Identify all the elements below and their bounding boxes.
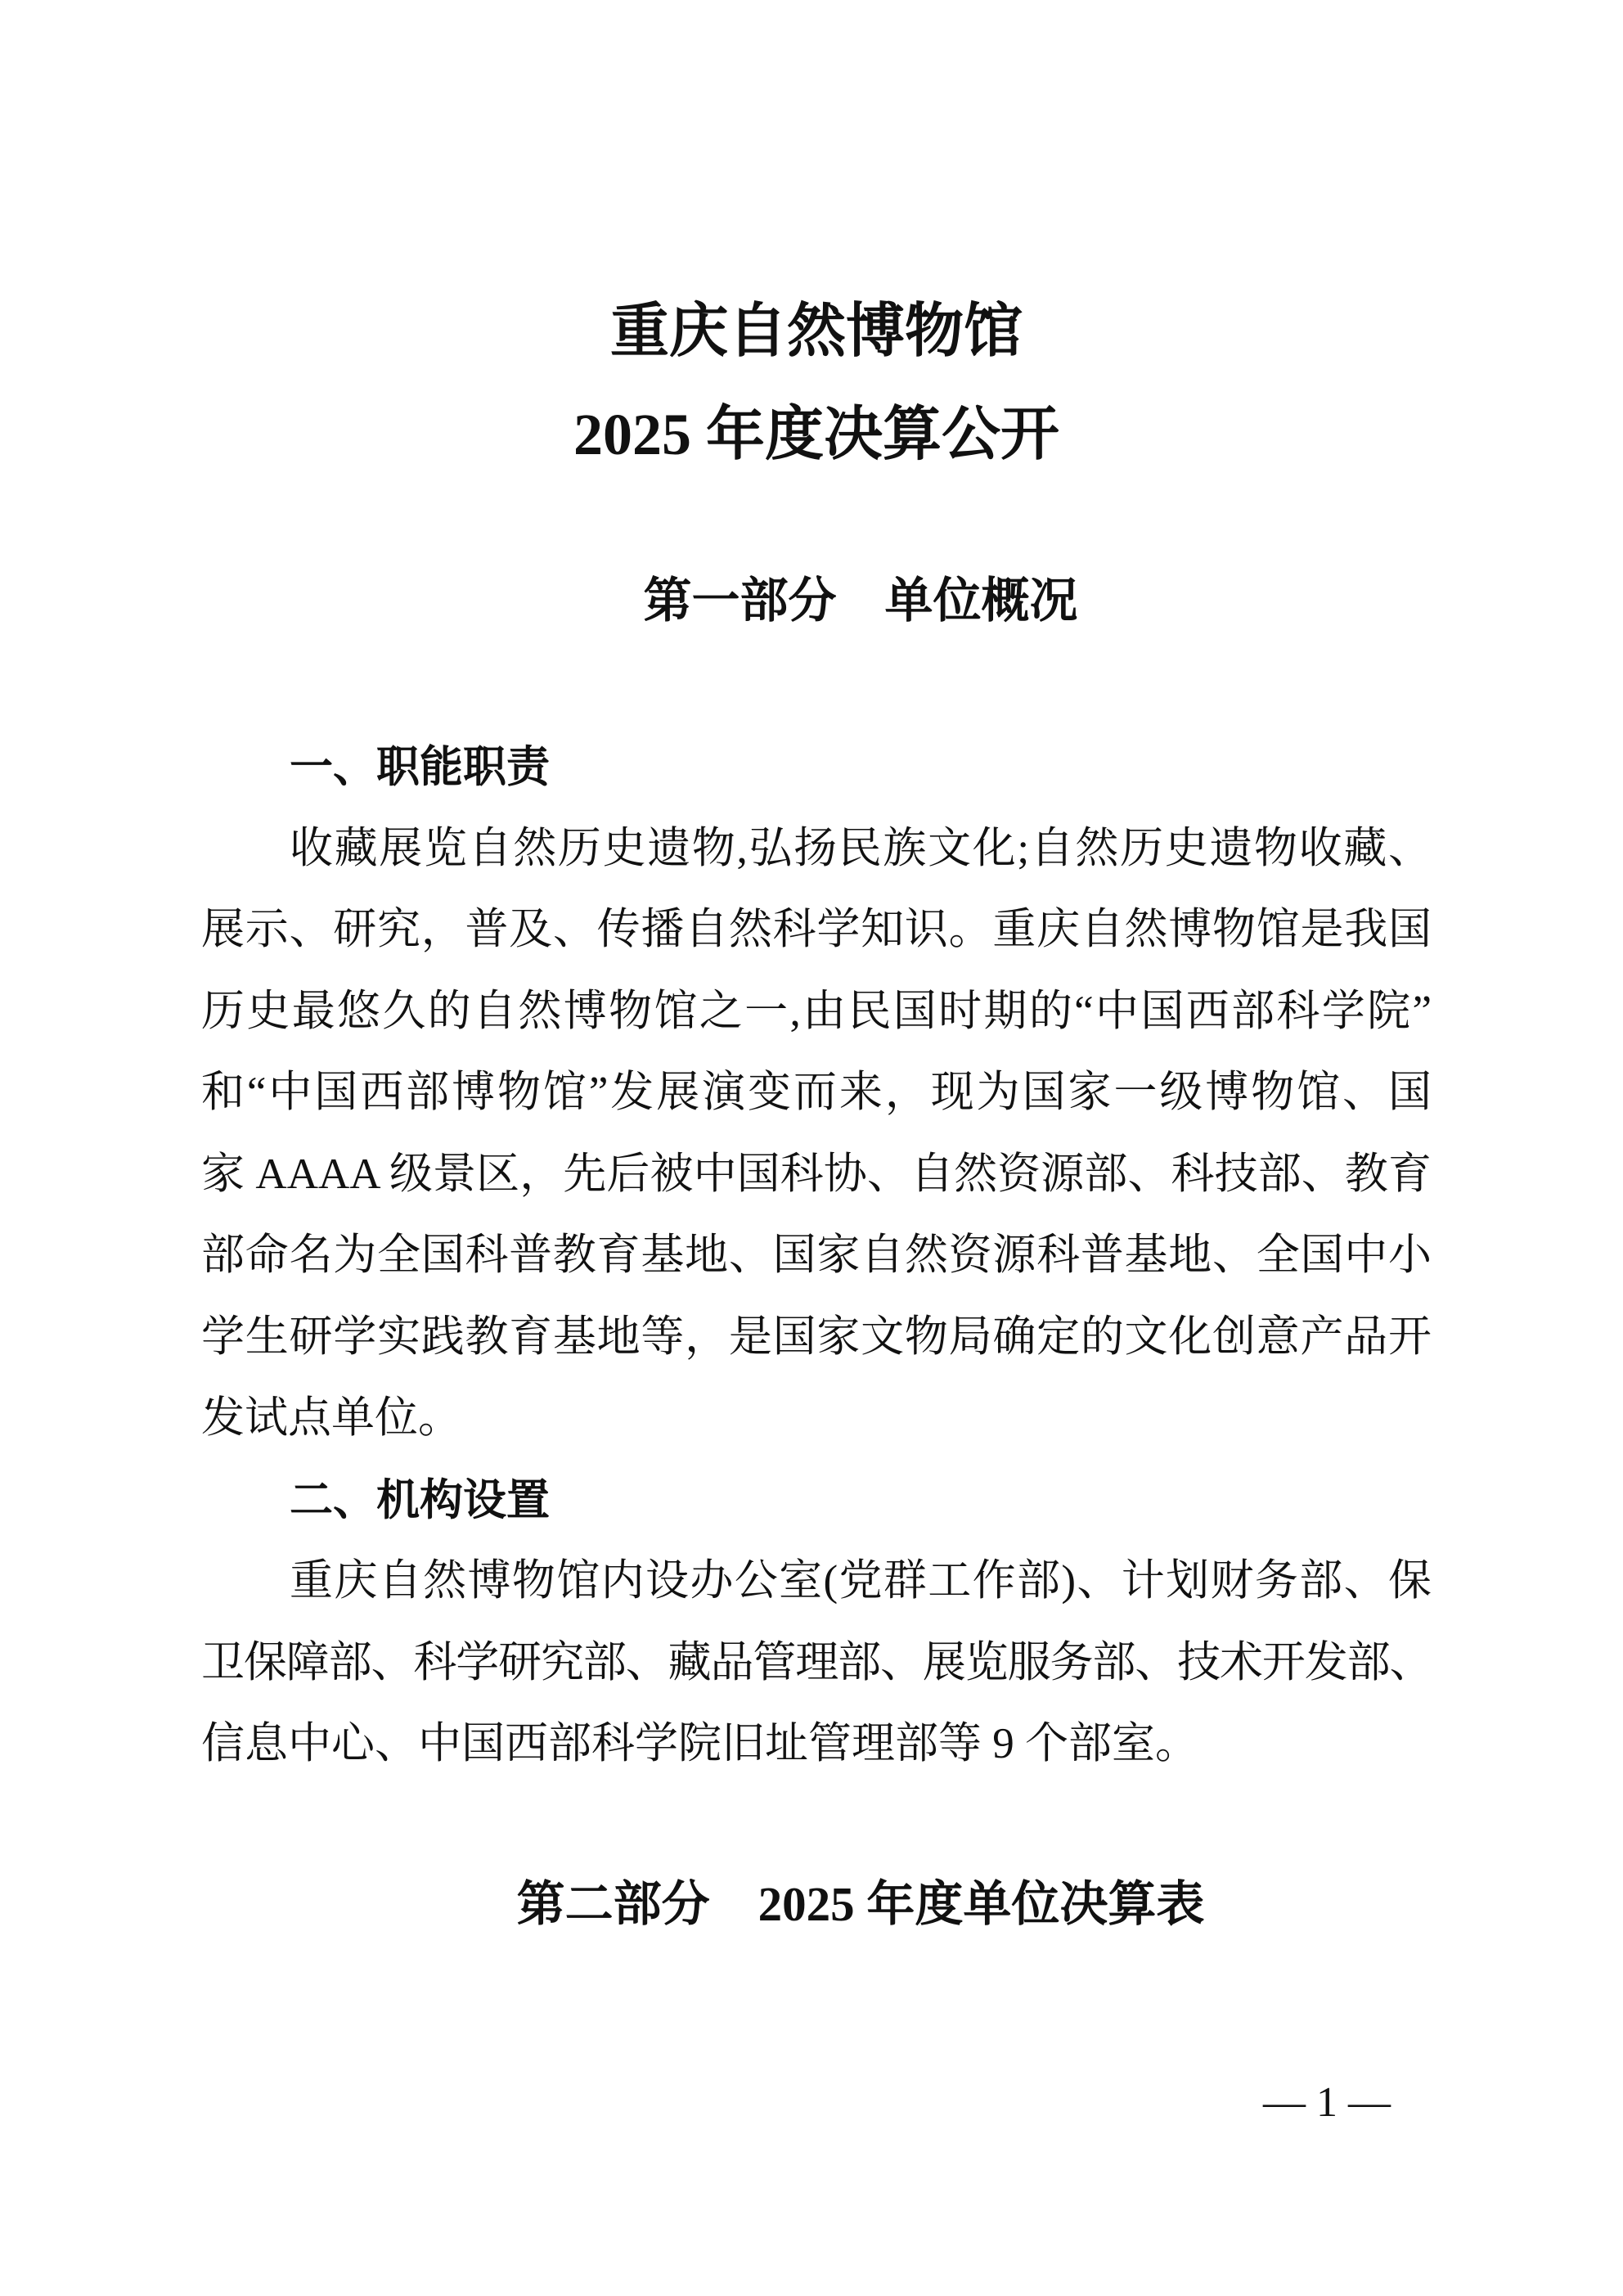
paragraph-line: 部命名为全国科普教育基地、国家自然资源科普基地、全国中小 <box>201 1231 1432 1279</box>
section-organization <box>201 1460 1432 1785</box>
part-one-heading: 第一部分 单位概况 <box>643 574 1078 628</box>
paragraph-line: 历史最悠久的自然博物馆之一,由民国时期的“中国西部科学院” <box>201 987 1432 1035</box>
document-subtitle: 2025 年度决算公开 <box>573 402 1059 467</box>
section-heading-organization: 二、机构设置 <box>290 1474 550 1525</box>
paragraph-line: 学生研学实践教育基地等，是国家文物局确定的文化创意产品开 <box>201 1312 1432 1361</box>
paragraph-line: 重庆自然博物馆内设办公室(党群工作部)、计划财务部、保 <box>290 1557 1432 1605</box>
part-two-heading: 第二部分 2025 年度单位决算表 <box>516 1877 1205 1931</box>
paragraph-line: 展示、研究，普及、传播自然科学知识。重庆自然博物馆是我国 <box>201 906 1432 953</box>
document-title: 重庆自然博物馆 <box>609 299 1023 364</box>
section-heading-functions: 一、职能职责 <box>290 742 550 792</box>
paragraph-organization <box>201 1541 1432 1785</box>
paragraph-line: 信息中心、中国西部科学院旧址管理部等 9 个部室。 <box>201 1720 1198 1767</box>
paragraph-line: 家 AAAA 级景区，先后被中国科协、自然资源部、科技部、教育 <box>201 1150 1432 1198</box>
body-content <box>201 727 1432 1785</box>
paragraph-line: 收藏展览自然历史遗物,弘扬民族文化;自然历史遗物收藏、 <box>290 824 1432 872</box>
paragraph-functions <box>201 808 1432 1460</box>
paragraph-line: 发试点单位。 <box>201 1394 461 1442</box>
title-block <box>201 280 1432 486</box>
page-number: — 1 — <box>1263 2079 1391 2126</box>
section-functions <box>201 727 1432 1460</box>
paragraph-line: 卫保障部、科学研究部、藏品管理部、展览服务部、技术开发部、 <box>201 1638 1432 1686</box>
paragraph-line: 和“中国西部博物馆”发展演变而来，现为国家一级博物馆、国 <box>201 1069 1432 1116</box>
